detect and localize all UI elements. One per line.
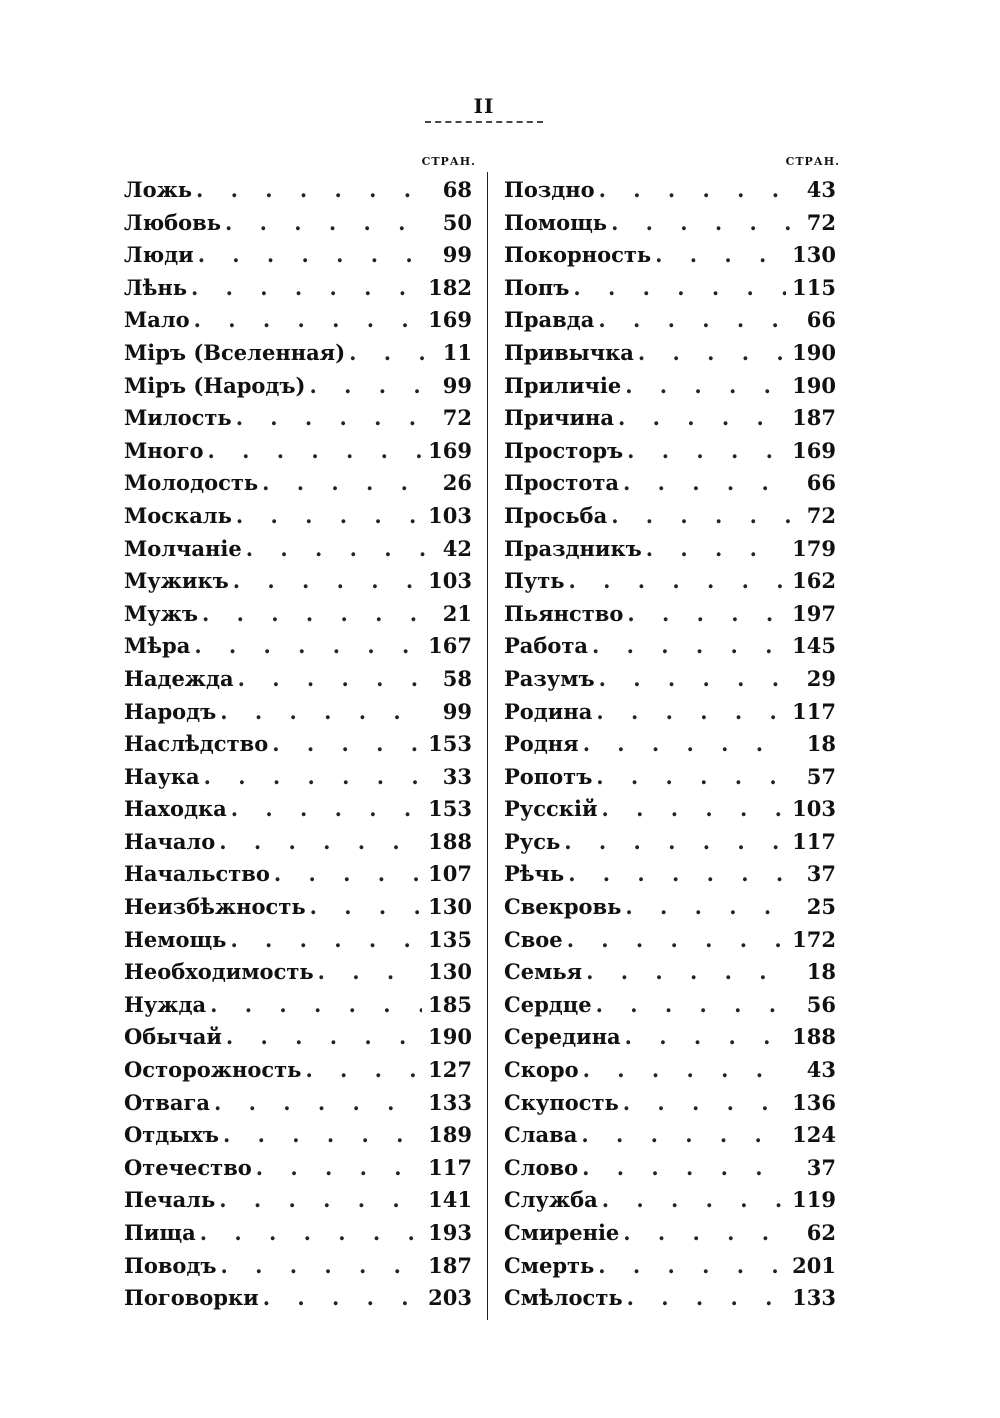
entry-word: Молчаніе <box>124 535 242 561</box>
entry-page-number: 18 <box>806 731 836 757</box>
entry-word: Наслѣдство <box>124 731 269 757</box>
dot-leader <box>569 565 787 598</box>
entry-page-number: 115 <box>792 274 836 300</box>
entry-page-number: 201 <box>792 1252 836 1278</box>
entry-word: Мѣра <box>124 633 191 659</box>
index-entry <box>504 207 836 240</box>
index-entry <box>504 402 836 435</box>
dot-leader <box>627 598 786 631</box>
entry-word: Поводъ <box>124 1252 217 1278</box>
index-entry <box>124 1054 472 1087</box>
entry-page-number: 187 <box>428 1252 472 1278</box>
entry-page-number: 188 <box>792 1024 836 1050</box>
dot-leader <box>238 663 426 696</box>
index-entry <box>124 207 472 240</box>
dot-leader <box>231 793 422 826</box>
dot-leader <box>602 1184 786 1217</box>
dot-leader <box>611 207 790 240</box>
entry-page-number: 11 <box>442 339 472 365</box>
dot-leader <box>274 858 422 891</box>
dot-leader <box>599 663 790 696</box>
column-divider <box>487 172 488 1320</box>
dot-leader <box>564 826 786 859</box>
index-entry <box>124 1021 472 1054</box>
entry-page-number: 153 <box>428 796 472 822</box>
entry-page-number: 130 <box>792 242 836 268</box>
dot-leader <box>194 304 422 337</box>
dot-leader <box>262 467 426 500</box>
index-entry <box>504 1282 836 1315</box>
entry-page-number: 72 <box>806 502 836 528</box>
index-entry <box>124 272 472 305</box>
entry-word: Пища <box>124 1220 196 1245</box>
dot-leader <box>223 1119 422 1152</box>
index-entry <box>504 1119 836 1152</box>
index-entry <box>504 761 836 794</box>
index-entry <box>124 1119 472 1152</box>
dot-leader <box>220 696 426 729</box>
entry-word: Лѣнь <box>124 274 187 300</box>
index-entry <box>504 533 836 566</box>
dot-leader <box>583 1054 790 1087</box>
index-entry <box>504 565 836 598</box>
dot-leader <box>599 174 790 207</box>
entry-word: Мужъ <box>124 600 199 626</box>
index-entry <box>124 858 472 891</box>
index-entry <box>504 467 836 500</box>
column-header-right: СТРАН. <box>785 155 840 168</box>
entry-word: Начало <box>124 828 216 854</box>
entry-page-number: 57 <box>806 763 836 789</box>
index-entry <box>504 1184 836 1217</box>
index-entry <box>124 467 472 500</box>
dot-leader <box>611 500 790 533</box>
index-entry <box>124 663 472 696</box>
dot-leader <box>236 500 422 533</box>
dot-leader <box>272 728 422 761</box>
entry-word: Помощь <box>504 209 608 235</box>
entry-word: Мужикъ <box>124 568 229 594</box>
entry-page-number: 29 <box>806 665 836 691</box>
entry-word: Необходимость <box>124 959 314 985</box>
dot-leader <box>623 1217 790 1250</box>
entry-word: Скупость <box>504 1089 619 1115</box>
index-entry <box>124 1184 472 1217</box>
dot-leader <box>596 761 790 794</box>
entry-word: Скоро <box>504 1057 579 1083</box>
entry-page-number: 130 <box>428 894 472 920</box>
index-entry <box>504 1152 836 1185</box>
entry-word: Москаль <box>124 502 232 528</box>
dot-leader <box>627 435 786 468</box>
entry-word: Покорность <box>504 242 652 268</box>
index-entry <box>504 663 836 696</box>
index-entry <box>504 924 836 957</box>
entry-page-number: 117 <box>428 1154 472 1180</box>
entry-word: Слава <box>504 1122 578 1148</box>
entry-page-number: 169 <box>428 437 472 463</box>
entry-word: Любовь <box>124 209 221 235</box>
dot-leader <box>198 239 426 272</box>
index-entry <box>504 858 836 891</box>
entry-word: Народъ <box>124 698 217 724</box>
index-entry <box>124 956 472 989</box>
dot-leader <box>310 891 423 924</box>
entry-page-number: 33 <box>442 763 472 789</box>
dot-leader <box>623 1087 786 1120</box>
index-entry <box>124 761 472 794</box>
dot-leader <box>567 924 786 957</box>
dot-leader <box>586 956 790 989</box>
dot-leader <box>646 533 786 566</box>
dot-leader <box>204 761 426 794</box>
dot-leader <box>592 630 786 663</box>
entry-page-number: 42 <box>442 535 472 561</box>
index-entry <box>124 1217 472 1250</box>
index-column-left <box>124 174 472 1315</box>
entry-word: Попъ <box>504 274 570 300</box>
entry-word: Смиреніе <box>504 1220 620 1245</box>
dot-leader <box>596 989 790 1022</box>
dot-leader <box>233 565 422 598</box>
entry-page-number: 141 <box>428 1187 472 1213</box>
entry-page-number: 162 <box>792 568 836 594</box>
entry-page-number: 185 <box>428 991 472 1017</box>
entry-page-number: 169 <box>428 307 472 333</box>
index-entry <box>124 1282 472 1315</box>
index-entry <box>124 239 472 272</box>
entry-page-number: 189 <box>428 1122 472 1148</box>
dot-leader <box>256 1152 422 1185</box>
entry-word: Служба <box>504 1187 598 1213</box>
index-entry <box>504 1087 836 1120</box>
index-entry <box>504 728 836 761</box>
dot-leader <box>573 272 786 305</box>
page-number: II <box>473 94 495 118</box>
entry-page-number: 58 <box>442 665 472 691</box>
index-entry <box>504 174 836 207</box>
entry-page-number: 193 <box>428 1220 472 1245</box>
entry-page-number: 135 <box>428 926 472 952</box>
dot-leader <box>219 826 422 859</box>
dot-leader <box>236 402 426 435</box>
dot-leader <box>309 370 426 403</box>
entry-page-number: 66 <box>806 307 836 333</box>
index-entry <box>124 533 472 566</box>
dot-leader <box>246 533 426 566</box>
entry-word: Отечество <box>124 1154 252 1180</box>
entry-word: Молодость <box>124 470 259 496</box>
entry-word: Простота <box>504 470 619 496</box>
entry-word: Праздникъ <box>504 535 642 561</box>
column-header-left: СТРАН. <box>421 155 476 168</box>
dot-leader <box>318 956 423 989</box>
entry-page-number: 26 <box>442 470 472 496</box>
entry-page-number: 124 <box>792 1122 836 1148</box>
entry-page-number: 133 <box>428 1089 472 1115</box>
entry-page-number: 99 <box>442 242 472 268</box>
dot-leader <box>582 1152 790 1185</box>
entry-page-number: 179 <box>792 535 836 561</box>
entry-page-number: 203 <box>428 1285 472 1311</box>
entry-word: Мало <box>124 307 190 333</box>
entry-page-number: 43 <box>806 1057 836 1083</box>
header-rule <box>425 121 543 123</box>
dot-leader <box>625 1021 786 1054</box>
entry-page-number: 190 <box>428 1024 472 1050</box>
entry-page-number: 103 <box>428 568 472 594</box>
entry-page-number: 21 <box>442 600 472 626</box>
entry-word: Рѣчь <box>504 861 565 887</box>
index-entry <box>504 891 836 924</box>
entry-word: Привычка <box>504 339 634 365</box>
entry-page-number: 169 <box>792 437 836 463</box>
dot-leader <box>202 598 426 631</box>
index-entry <box>124 989 472 1022</box>
entry-word: Приличіе <box>504 372 622 398</box>
entry-page-number: 56 <box>806 991 836 1017</box>
entry-page-number: 18 <box>806 959 836 985</box>
entry-page-number: 119 <box>792 1187 836 1213</box>
entry-page-number: 62 <box>806 1220 836 1245</box>
dot-leader <box>568 858 790 891</box>
index-entry <box>504 956 836 989</box>
index-entry <box>124 370 472 403</box>
entry-word: Наука <box>124 763 200 789</box>
index-column-right <box>504 174 836 1315</box>
entry-word: Родина <box>504 698 593 724</box>
entry-word: Слово <box>504 1154 579 1180</box>
dot-leader <box>263 1282 422 1315</box>
dot-leader <box>210 989 422 1022</box>
dot-leader <box>655 239 786 272</box>
index-entry <box>504 989 836 1022</box>
index-entry <box>124 696 472 729</box>
index-entry <box>504 1021 836 1054</box>
dot-leader <box>221 1250 423 1283</box>
entry-page-number: 190 <box>792 339 836 365</box>
entry-page-number: 66 <box>806 470 836 496</box>
dot-leader <box>602 793 787 826</box>
entry-word: Разумъ <box>504 665 595 691</box>
entry-page-number: 117 <box>792 828 836 854</box>
index-entry <box>124 500 472 533</box>
index-entry <box>504 500 836 533</box>
entry-word: Семья <box>504 959 583 985</box>
index-entry <box>124 174 472 207</box>
entry-page-number: 37 <box>806 1154 836 1180</box>
entry-page-number: 72 <box>806 209 836 235</box>
entry-word: Ложь <box>124 177 193 202</box>
entry-page-number: 172 <box>792 926 836 952</box>
entry-page-number: 197 <box>792 600 836 626</box>
entry-word: Милость <box>124 405 232 431</box>
entry-word: Обычай <box>124 1024 222 1050</box>
dot-leader <box>618 402 786 435</box>
dot-leader <box>583 728 790 761</box>
entry-word: Много <box>124 437 204 463</box>
entry-page-number: 99 <box>442 372 472 398</box>
dot-leader <box>194 630 422 663</box>
dot-leader <box>226 1021 422 1054</box>
entry-word: Пьянство <box>504 600 624 626</box>
entry-word: Сердце <box>504 991 592 1017</box>
dot-leader <box>581 1119 786 1152</box>
entry-word: Міръ (Вселенная) <box>124 339 346 365</box>
entry-page-number: 145 <box>792 633 836 659</box>
entry-word: Осторожность <box>124 1057 302 1083</box>
dot-leader <box>230 924 422 957</box>
index-entry <box>124 1250 472 1283</box>
index-entry <box>124 1152 472 1185</box>
index-entry <box>124 793 472 826</box>
entry-page-number: 130 <box>428 959 472 985</box>
entry-word: Отдыхъ <box>124 1122 219 1148</box>
entry-word: Правда <box>504 307 595 333</box>
index-entry <box>504 598 836 631</box>
entry-word: Люди <box>124 242 194 268</box>
entry-page-number: 117 <box>792 698 836 724</box>
entry-word: Свекровь <box>504 894 622 920</box>
entry-word: Немощь <box>124 926 227 952</box>
entry-page-number: 103 <box>792 796 836 822</box>
dot-leader <box>196 174 426 207</box>
index-entry <box>504 1054 836 1087</box>
dot-leader <box>349 337 426 370</box>
index-entry <box>124 826 472 859</box>
index-entry <box>124 565 472 598</box>
entry-word: Ропотъ <box>504 763 593 789</box>
entry-word: Надежда <box>124 665 234 691</box>
entry-word: Печаль <box>124 1187 216 1213</box>
entry-page-number: 107 <box>428 861 472 887</box>
entry-word: Причина <box>504 405 615 431</box>
index-entry <box>504 272 836 305</box>
dot-leader <box>623 467 790 500</box>
dot-leader <box>219 1184 422 1217</box>
dot-leader <box>625 370 786 403</box>
dot-leader <box>200 1217 422 1250</box>
entry-word: Просторъ <box>504 437 624 463</box>
dot-leader <box>638 337 786 370</box>
index-entry <box>124 435 472 468</box>
entry-word: Поговорки <box>124 1285 259 1311</box>
index-entry <box>124 1087 472 1120</box>
index-entry <box>124 728 472 761</box>
entry-word: Русскій <box>504 796 598 822</box>
dot-leader <box>596 696 786 729</box>
dot-leader <box>225 207 426 240</box>
entry-page-number: 182 <box>428 274 472 300</box>
index-entry <box>124 337 472 370</box>
dot-leader <box>625 891 790 924</box>
dot-leader <box>627 1282 787 1315</box>
index-entry <box>504 370 836 403</box>
index-entry <box>124 304 472 337</box>
index-entry <box>504 826 836 859</box>
entry-page-number: 190 <box>792 372 836 398</box>
dot-leader <box>598 1250 786 1283</box>
entry-page-number: 153 <box>428 731 472 757</box>
index-entry <box>504 1250 836 1283</box>
dot-leader <box>191 272 422 305</box>
entry-word: Нужда <box>124 991 207 1017</box>
dot-leader <box>598 304 790 337</box>
entry-word: Находка <box>124 796 227 822</box>
entry-word: Смерть <box>504 1252 595 1278</box>
dot-leader <box>208 435 423 468</box>
entry-word: Середина <box>504 1024 621 1050</box>
entry-page-number: 43 <box>806 177 836 202</box>
entry-page-number: 136 <box>792 1089 836 1115</box>
dot-leader <box>214 1087 422 1120</box>
entry-word: Начальство <box>124 861 270 887</box>
index-entry <box>504 793 836 826</box>
entry-page-number: 167 <box>428 633 472 659</box>
index-entry <box>124 598 472 631</box>
entry-page-number: 127 <box>428 1057 472 1083</box>
entry-page-number: 72 <box>442 405 472 431</box>
entry-page-number: 37 <box>806 861 836 887</box>
index-entry <box>124 924 472 957</box>
entry-word: Просьба <box>504 502 608 528</box>
entry-page-number: 188 <box>428 828 472 854</box>
entry-word: Смѣлость <box>504 1285 623 1311</box>
entry-page-number: 25 <box>806 894 836 920</box>
entry-word: Путь <box>504 568 565 594</box>
entry-page-number: 99 <box>442 698 472 724</box>
entry-word: Отвага <box>124 1089 210 1115</box>
index-entry <box>504 239 836 272</box>
index-entry <box>504 696 836 729</box>
entry-word: Міръ (Народъ) <box>124 372 306 398</box>
entry-word: Работа <box>504 633 589 659</box>
index-entry <box>504 435 836 468</box>
entry-word: Поздно <box>504 177 595 202</box>
entry-word: Русь <box>504 828 561 854</box>
index-entry <box>124 630 472 663</box>
index-entry <box>504 337 836 370</box>
dot-leader <box>305 1054 422 1087</box>
index-entry <box>124 402 472 435</box>
index-entry <box>504 1217 836 1250</box>
entry-page-number: 133 <box>792 1285 836 1311</box>
entry-word: Свое <box>504 926 563 952</box>
entry-page-number: 103 <box>428 502 472 528</box>
index-entry <box>504 304 836 337</box>
index-entry <box>504 630 836 663</box>
entry-word: Неизбѣжность <box>124 894 306 920</box>
index-entry <box>124 891 472 924</box>
entry-page-number: 68 <box>442 177 472 202</box>
entry-page-number: 187 <box>792 405 836 431</box>
entry-page-number: 50 <box>442 209 472 235</box>
entry-word: Родня <box>504 731 579 757</box>
